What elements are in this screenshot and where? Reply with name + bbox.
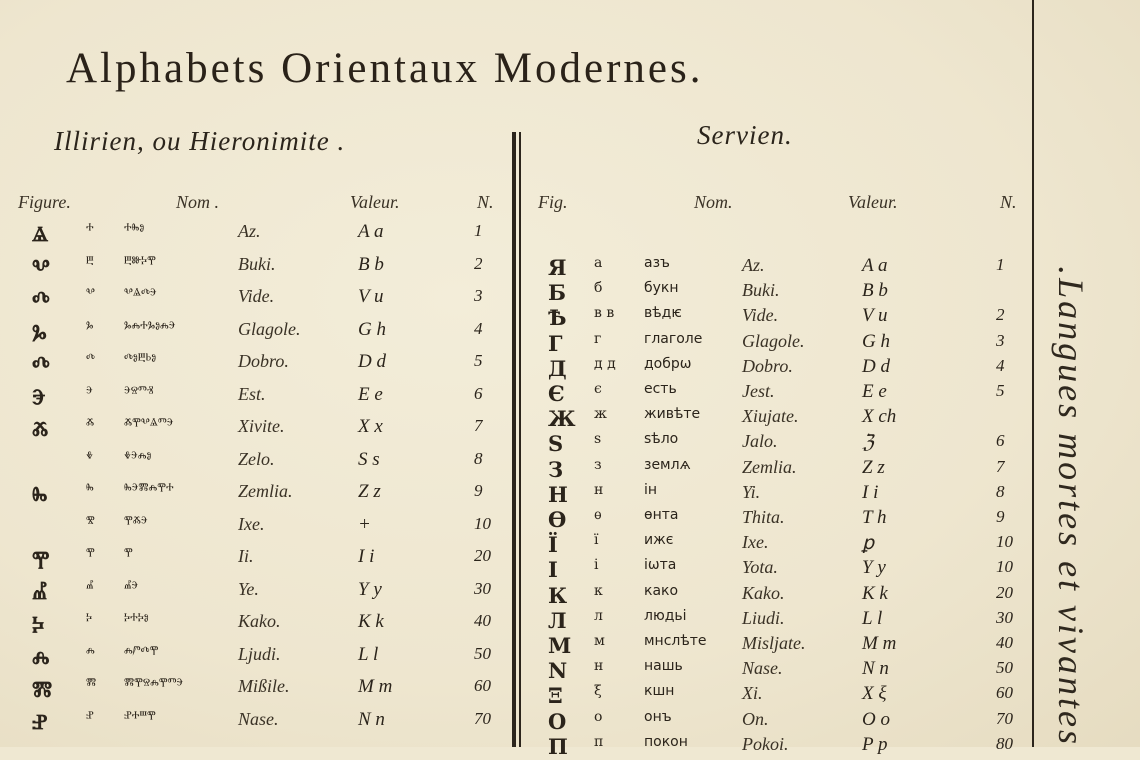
letter-name-latin: Xiujate.: [742, 406, 799, 427]
letter-name-native: ⰼⰵ: [124, 578, 139, 595]
letter-name-native: ѳнта: [644, 507, 679, 523]
capital-letter: З: [548, 456, 564, 482]
letter-name-latin: Nase.: [742, 658, 783, 679]
capital-letter: Ⰽ: [32, 611, 45, 636]
numeric-value: 60: [474, 676, 491, 695]
small-letter: ⰽ: [86, 611, 93, 627]
numeric-value: 30: [474, 578, 491, 598]
numeric-value: 30: [996, 607, 1013, 627]
letter-name-native: ⰲⱑⰴⰵ: [124, 286, 157, 302]
table-row: [0, 330, 1005, 357]
letter-value: P p: [862, 733, 888, 755]
letter-name-native: есть: [644, 381, 677, 397]
small-letter: ⰴ: [86, 351, 95, 367]
small-letter: б: [594, 280, 603, 297]
letter-name-native: кшн: [644, 683, 675, 700]
capital-letter: Ⰳ: [32, 318, 47, 344]
numeric-value: 9: [474, 481, 483, 500]
numeric-value: 2: [474, 253, 483, 273]
letter-name-latin: Glagole.: [742, 330, 805, 351]
letter-value: S s: [358, 448, 380, 470]
letter-name-native: онъ: [644, 708, 672, 725]
letter-name-native: іѡта: [644, 557, 677, 574]
letter-value: B b: [862, 280, 888, 302]
capital-letter: І: [548, 557, 558, 583]
letter-value: N n: [358, 708, 385, 730]
small-letter: ⰱ: [86, 253, 94, 270]
capital-letter: Л: [548, 607, 567, 633]
letter-name-native: ⰰⰸⱁ: [124, 221, 145, 237]
left-heading: Illirien, ou Hieronimite .: [54, 126, 346, 156]
right-col-nom: Nom.: [694, 192, 733, 212]
letter-name-latin: Kako.: [238, 611, 281, 631]
numeric-value: 10: [996, 557, 1013, 577]
right-col-n: N.: [1000, 192, 1017, 212]
letter-name-latin: Dobro.: [238, 351, 289, 371]
letter-value: +: [358, 513, 371, 535]
letter-value: T h: [862, 507, 887, 528]
capital-letter: Ⰵ: [32, 383, 46, 409]
letter-name-native: мнслѣте: [644, 633, 707, 649]
letter-name-latin: Zelo.: [238, 448, 275, 469]
right-heading: Servien.: [697, 120, 793, 150]
small-letter: ⰹ: [86, 546, 95, 562]
numeric-value: 1: [996, 255, 1005, 274]
letter-value: Z z: [358, 481, 381, 502]
capital-letter: М: [548, 633, 572, 658]
letter-name-latin: Nase.: [238, 708, 279, 729]
letter-name-latin: Ljudi.: [238, 643, 281, 664]
capital-letter: Ⰸ: [32, 481, 48, 506]
capital-letter: Ⰼ: [32, 578, 48, 604]
letter-value: Y y: [358, 578, 382, 600]
capital-letter: Ⰴ: [32, 286, 50, 311]
small-letter: ѕ: [594, 431, 602, 448]
small-letter: ⰰ: [86, 221, 94, 237]
letter-value: O o: [862, 708, 890, 730]
small-letter: п: [594, 733, 604, 750]
letter-name-latin: Ye.: [238, 578, 259, 599]
letter-name-latin: Ixe.: [238, 513, 265, 534]
table-row: [0, 557, 1013, 583]
letter-name-latin: Dobro.: [742, 355, 793, 376]
capital-letter: Ξ: [548, 683, 563, 709]
letter-value: M m: [862, 633, 897, 654]
letter-name-native: ⰷⰵⰾⱁ: [124, 448, 152, 465]
letter-name-latin: Jalo.: [742, 431, 778, 452]
numeric-value: 6: [996, 431, 1005, 451]
small-letter: ⰺ: [86, 513, 95, 530]
capital-letter: Ж: [548, 406, 576, 432]
numeric-value: 7: [996, 456, 1005, 476]
letter-name-native: ⰸⰵⰿⰾⰹⰰ: [124, 481, 174, 497]
letter-name-latin: Az.: [238, 221, 261, 241]
capital-letter: Ⰹ: [32, 546, 50, 571]
left-col-valeur: Valeur.: [350, 192, 400, 212]
capital-letter: Г: [548, 330, 563, 356]
numeric-value: 70: [474, 708, 491, 728]
letter-value: X x: [358, 416, 383, 437]
letter-name-latin: Glagole.: [238, 318, 301, 339]
small-letter: о: [594, 708, 603, 725]
capital-letter: Ⰾ: [32, 643, 50, 669]
letter-name-latin: Vide.: [238, 286, 275, 306]
letter-name-native: покон: [644, 733, 688, 750]
letter-value: E e: [358, 383, 383, 405]
capital-letter: Ⰿ: [32, 676, 53, 701]
numeric-value: 60: [996, 683, 1013, 703]
capital-letter: Ѣ: [548, 305, 567, 331]
numeric-value: 5: [474, 351, 483, 370]
small-letter: г: [594, 330, 602, 347]
page-frame-line: [1032, 0, 1034, 747]
letter-name-native: ⰹ: [124, 546, 133, 562]
small-letter: ⰲ: [86, 286, 95, 302]
capital-letter: N: [548, 658, 568, 684]
numeric-value: 8: [996, 481, 1005, 501]
letter-name-native: ⰶⰹⰲⱑⱅⰵ: [124, 416, 174, 432]
letter-value: X ξ: [862, 683, 887, 705]
letter-value: N n: [862, 658, 889, 680]
numeric-value: 50: [474, 643, 491, 663]
letter-name-latin: Thita.: [742, 507, 785, 527]
letter-name-native: землѧ: [644, 456, 691, 473]
letter-name-native: ⰵⱄⱅⱐ: [124, 383, 154, 400]
capital-letter: Ⱀ: [32, 708, 48, 734]
numeric-value: 4: [996, 355, 1005, 375]
letter-name-native: букн: [644, 280, 679, 297]
left-col-nom: Nom .: [176, 192, 220, 212]
right-col-valeur: Valeur.: [848, 192, 898, 212]
small-letter: м: [594, 633, 605, 649]
numeric-value: 10: [996, 532, 1013, 552]
letter-name-latin: Liudi.: [742, 607, 785, 628]
numeric-value: 5: [996, 381, 1005, 400]
numeric-value: 1: [474, 221, 483, 240]
letter-name-latin: Misljate.: [742, 633, 806, 653]
numeric-value: 40: [996, 633, 1013, 652]
capital-letter: К: [548, 582, 568, 608]
letter-name-native: ⰾⱓⰴⰹ: [124, 643, 159, 660]
small-letter: ⰼ: [86, 578, 94, 595]
letter-name-native: ⱀⰰⱎⰹ: [124, 708, 156, 725]
small-letter: ⱀ: [86, 708, 94, 725]
letter-value: A a: [358, 221, 384, 242]
numeric-value: 80: [996, 733, 1013, 753]
letter-name-latin: Vide.: [742, 305, 779, 326]
letter-name-native: вѣдѥ: [644, 305, 682, 322]
left-col-figure: Figure.: [18, 192, 71, 212]
letter-name-native: ін: [644, 481, 658, 498]
side-caption: Langues mortes et vivantes.: [1051, 266, 1091, 747]
small-letter: ж: [594, 406, 607, 423]
letter-name-native: живѣте: [644, 406, 701, 423]
letter-value: X ch: [862, 406, 897, 428]
letter-value: D d: [862, 355, 890, 377]
numeric-value: 2: [996, 305, 1005, 325]
letter-name-latin: Yota.: [742, 557, 778, 578]
letter-value: A a: [862, 255, 888, 276]
small-letter: ξ: [594, 683, 602, 700]
capital-letter: Я: [548, 255, 567, 280]
numeric-value: 20: [474, 546, 491, 565]
small-letter: к: [594, 582, 603, 599]
small-letter: і: [594, 557, 599, 574]
numeric-value: 4: [474, 318, 483, 338]
small-letter: є: [594, 381, 602, 397]
small-letter: ѳ: [594, 507, 602, 523]
capital-letter: Ⰶ: [32, 416, 49, 441]
letter-name-latin: Zemlia.: [238, 481, 293, 501]
numeric-value: 3: [474, 286, 483, 305]
letter-value: Z z: [862, 456, 885, 478]
numeric-value: 9: [996, 507, 1005, 526]
letter-value: K k: [862, 582, 888, 604]
numeric-value: 7: [474, 416, 483, 435]
letter-name-latin: Buki.: [238, 253, 276, 274]
letter-name-latin: Xi.: [742, 683, 763, 704]
letter-value: G h: [862, 330, 890, 352]
letter-name-latin: Est.: [238, 383, 266, 404]
right-col-figure: Fig.: [538, 192, 568, 212]
letter-name-latin: Jest.: [742, 381, 775, 401]
capital-letter: Д: [548, 355, 567, 381]
letter-value: E e: [862, 381, 887, 402]
capital-letter: О: [548, 708, 567, 734]
letter-name-latin: Ixe.: [742, 532, 769, 553]
small-letter: л: [594, 607, 603, 624]
letter-value: ꝑ: [862, 533, 875, 555]
column-divider-right: [519, 132, 521, 747]
letter-value: V u: [358, 286, 384, 307]
letter-name-native: нашь: [644, 658, 683, 675]
capital-letter: Ѕ: [548, 431, 564, 457]
letter-value: D d: [358, 351, 386, 372]
letter-name-latin: Yi.: [742, 481, 761, 502]
small-letter: ї: [594, 532, 599, 549]
capital-letter: Є: [548, 381, 565, 406]
numeric-value: 6: [474, 383, 483, 403]
small-letter: в в: [594, 305, 615, 322]
letter-value: V u: [862, 305, 888, 327]
numeric-value: 50: [996, 658, 1013, 678]
capital-letter: Ї: [548, 532, 558, 558]
letter-name-native: азъ: [644, 255, 670, 271]
left-col-n: N.: [477, 192, 494, 212]
small-letter: н: [594, 481, 604, 498]
table-row: [0, 221, 483, 247]
letter-name-native: ⰳⰾⰰⰳⱁⰾⰵ: [124, 318, 176, 335]
letter-name-native: ⰴⱁⰱⱃⱁ: [124, 351, 157, 367]
capital-letter: Б: [548, 280, 566, 306]
letter-name-native: добрѡ: [644, 355, 692, 372]
letter-name-latin: Buki.: [742, 280, 780, 301]
letter-name-native: како: [644, 582, 679, 599]
letter-name-native: ⰽⰰⰽⱁ: [124, 611, 149, 627]
small-letter: ⰳ: [86, 318, 94, 335]
letter-value: Y y: [862, 557, 886, 579]
letter-value: ℨ: [862, 432, 874, 454]
letter-name-latin: On.: [742, 708, 769, 729]
letter-name-native: ⰿⰹⱄⰾⰹⱅⰵ: [124, 676, 184, 692]
letter-name-latin: Mißile.: [238, 676, 290, 696]
small-letter: ⰷ: [86, 448, 93, 465]
letter-name-latin: Pokoi.: [742, 733, 789, 754]
small-letter: н: [594, 658, 604, 675]
small-letter: з: [594, 456, 602, 473]
letter-value: I i: [862, 481, 879, 503]
letter-name-latin: Zemlia.: [742, 456, 797, 477]
small-letter: ⰿ: [86, 676, 97, 692]
letter-value: I i: [358, 546, 375, 567]
column-divider-left: [512, 132, 516, 747]
letter-name-native: глаголе: [644, 330, 703, 347]
capital-letter: Ѳ: [548, 507, 567, 532]
small-letter: д д: [594, 355, 616, 372]
letter-value: M m: [358, 676, 393, 697]
numeric-value: 3: [996, 330, 1005, 350]
numeric-value: 20: [996, 582, 1013, 602]
letter-name-latin: Az.: [742, 255, 765, 275]
letter-name-native: ѕѣло: [644, 431, 679, 448]
letter-value: L l: [358, 643, 379, 665]
capital-letter: Ⱑ: [32, 221, 49, 246]
letter-name-latin: Ii.: [238, 546, 254, 566]
small-letter: ⰶ: [86, 416, 95, 432]
letter-value: G h: [358, 318, 386, 340]
letter-name-native: ⰹⰶⰵ: [124, 513, 148, 530]
letter-value: L l: [862, 607, 883, 629]
page-title: Alphabets Orientaux Modernes.: [66, 45, 704, 92]
letter-name-native: людьі: [644, 607, 687, 624]
letter-name-native: ижє: [644, 532, 674, 549]
capital-letter: Н: [548, 481, 568, 507]
small-letter: ⰸ: [86, 481, 94, 497]
letter-value: K k: [358, 611, 384, 632]
capital-letter: Ⰲ: [32, 253, 50, 279]
small-letter: ⰵ: [86, 383, 93, 400]
capital-letter: П: [548, 733, 568, 759]
numeric-value: 40: [474, 611, 491, 630]
letter-name-latin: Kako.: [742, 582, 785, 603]
letter-name-latin: Xivite.: [238, 416, 285, 436]
letter-value: B b: [358, 253, 384, 275]
numeric-value: 8: [474, 448, 483, 468]
small-letter: а: [594, 255, 603, 271]
capital-letter: Ⰴ: [32, 351, 50, 376]
letter-name-native: ⰱⱆⰽⰹ: [124, 253, 156, 270]
small-letter: ⰾ: [86, 643, 95, 660]
numeric-value: 10: [474, 513, 491, 533]
numeric-value: 70: [996, 708, 1013, 728]
